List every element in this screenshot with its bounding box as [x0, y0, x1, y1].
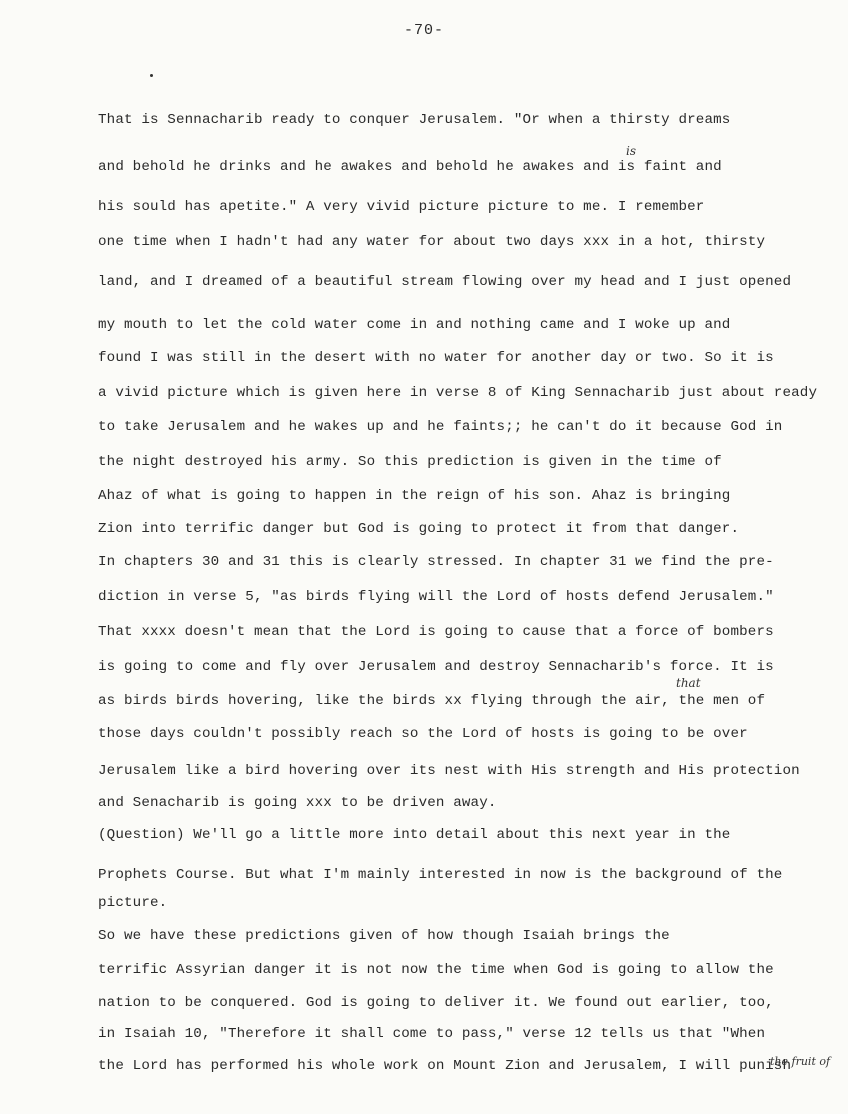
- text-line: the night destroyed his army. So this prediction is given in the time of: [98, 454, 722, 470]
- handwritten-insert-that: that: [676, 676, 701, 690]
- ink-dot: [150, 74, 153, 77]
- text-line: Ahaz of what is going to happen in the reign of his son. Ahaz is bringing: [98, 488, 731, 504]
- text-line: (Question) We'll go a little more into detail about this next year in the: [98, 827, 731, 843]
- page-number: -70-: [403, 22, 444, 39]
- text-line: a vivid picture which is given here in verse 8 of King Sennacharib just about ready: [98, 385, 818, 401]
- handwritten-insert-is: is: [626, 144, 636, 158]
- text-line: found I was still in the desert with no water for another day or two. So it is: [98, 350, 774, 366]
- text-line: That xxxx doesn't mean that the Lord is going to cause that a force of bombers: [98, 624, 774, 640]
- text-line: as birds birds hovering, like the birds xx flying through the air, the men of: [98, 693, 766, 709]
- text-line: and behold he drinks and he awakes and behold he awakes and is faint and: [98, 159, 722, 175]
- text-line: land, and I dreamed of a beautiful stream flowing over my head and I just opened: [98, 274, 792, 290]
- text-line: and Senacharib is going xxx to be driven away.: [98, 795, 497, 811]
- text-line: his sould has apetite." A very vivid picture picture to me. I remember: [98, 199, 705, 215]
- text-line: So we have these predictions given of how though Isaiah brings the: [98, 928, 670, 944]
- text-line: my mouth to let the cold water come in and nothing came and I woke up and: [98, 317, 731, 333]
- text-line: In chapters 30 and 31 this is clearly stressed. In chapter 31 we find the pre-: [98, 554, 774, 570]
- text-line: to take Jerusalem and he wakes up and he faints;; he can't do it because God in: [98, 419, 783, 435]
- handwritten-margin-note: the fruit of: [770, 1055, 831, 1068]
- text-line: nation to be conquered. God is going to deliver it. We found out earlier, too,: [98, 995, 774, 1011]
- text-line: picture.: [98, 895, 168, 911]
- text-line: Zion into terrific danger but God is going to protect it from that danger.: [98, 521, 740, 537]
- text-line: one time when I hadn't had any water for about two days xxx in a hot, thirsty: [98, 234, 766, 250]
- text-line: is going to come and fly over Jerusalem and destroy Sennacharib's force. It is: [98, 659, 774, 675]
- text-line: Jerusalem like a bird hovering over its nest with His strength and His protection: [98, 763, 800, 779]
- text-line: those days couldn't possibly reach so the Lord of hosts is going to be over: [98, 726, 748, 742]
- text-line: in Isaiah 10, "Therefore it shall come to pass," verse 12 tells us that "When: [98, 1026, 766, 1042]
- text-line: That is Sennacharib ready to conquer Jerusalem. "Or when a thirsty dreams: [98, 112, 731, 128]
- text-line: diction in verse 5, "as birds flying will the Lord of hosts defend Jerusalem.": [98, 589, 774, 605]
- text-line: the Lord has performed his whole work on Mount Zion and Jerusalem, I will punish: [98, 1058, 792, 1074]
- text-line: terrific Assyrian danger it is not now the time when God is going to allow the: [98, 962, 774, 978]
- text-line: Prophets Course. But what I'm mainly interested in now is the background of the: [98, 867, 783, 883]
